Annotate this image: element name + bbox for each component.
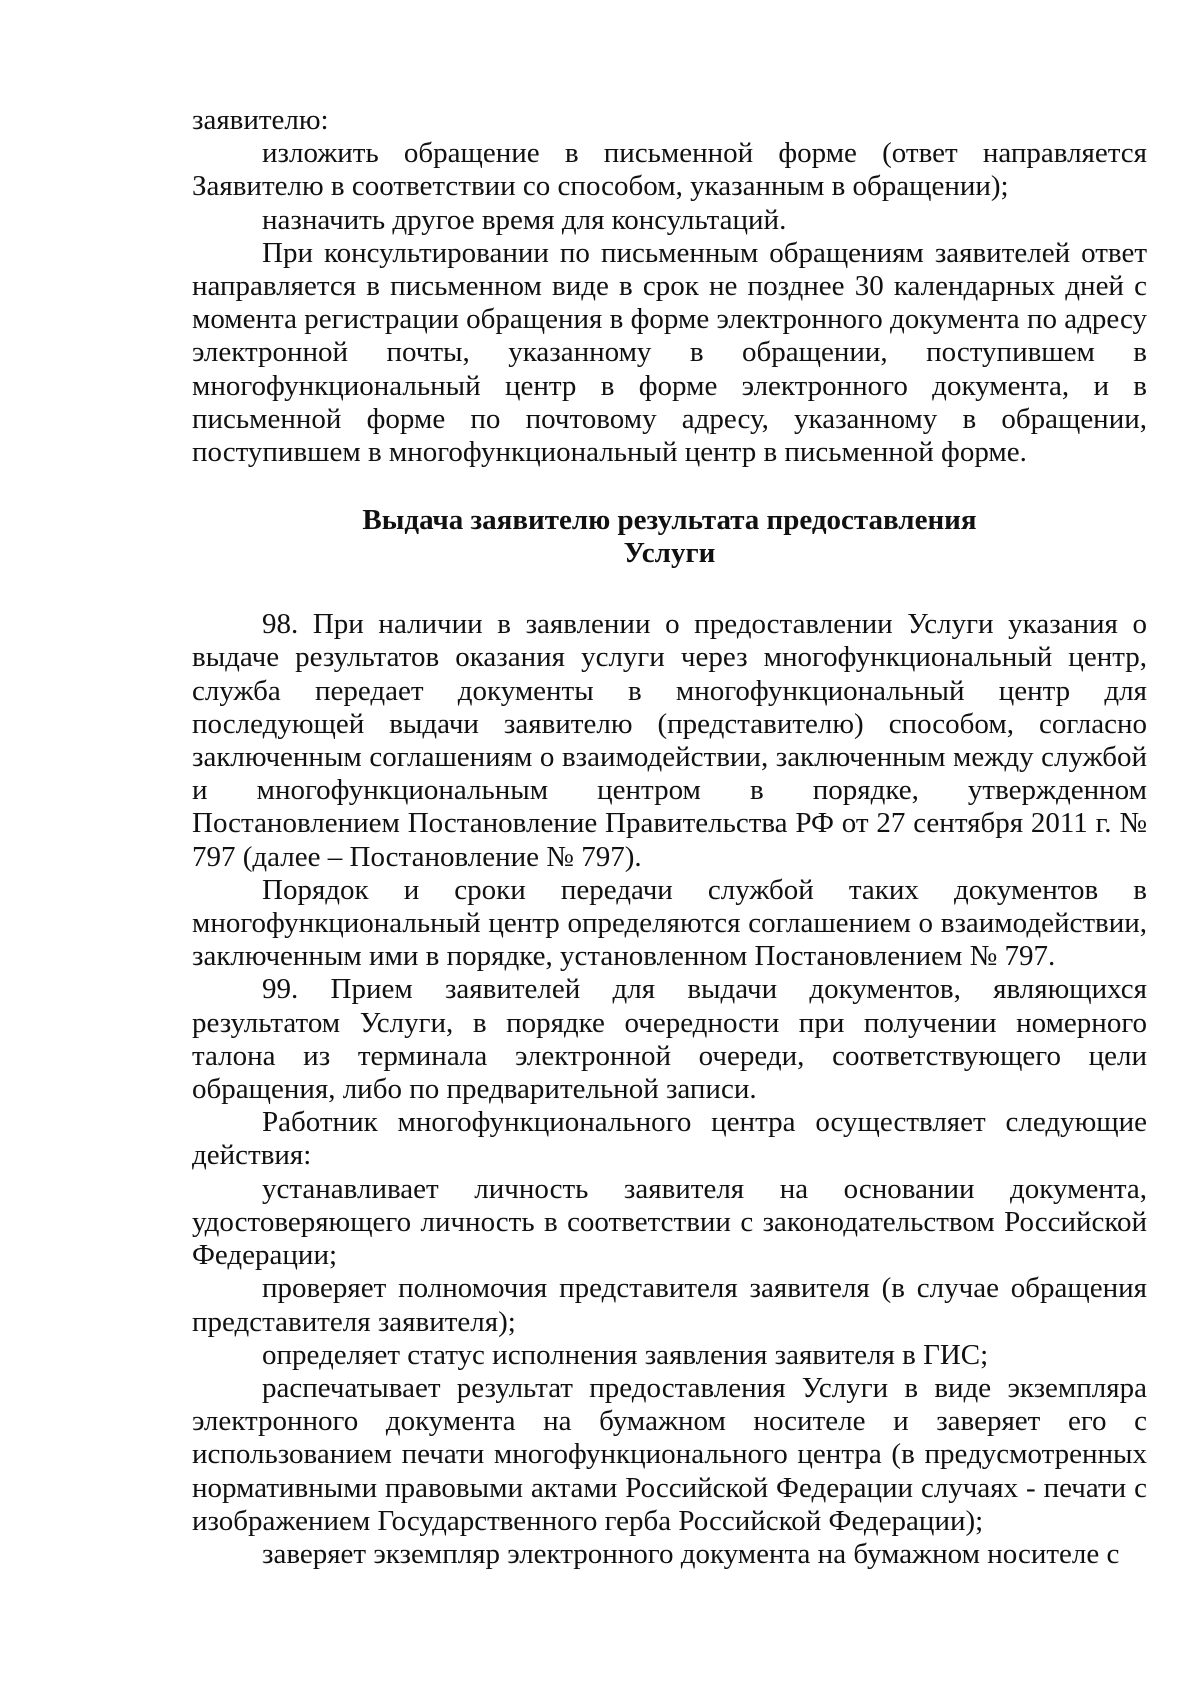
- paragraph-status: определяет статус исполнения заявления заявителя в ГИС;: [262, 1338, 989, 1371]
- paragraph-intro-4: При консультировании по письменным обращениям заявителей ответ направляется в письменном виде в срок не позднее 30 календарных дней с момента регистрации обращения в форме электронного документа по адресу электронной почты, указанному в обращении, поступившем в многофункциональный центр в форме электронного документа, и в письменной форме по почтовому адресу, указанному в обращении, поступившем в многофункциональный центр в письменной форме.: [192, 236, 1147, 469]
- paragraph-print-result: распечатывает результат предоставления Услуги в виде экземпляра электронного документа на бумажном носителе и заверяет его с использованием печати многофункционального центра (в предусмотренных нормативными правовыми актами Российской Федерации случаях - печати с изображением Государственного герба Российской Федерации);: [192, 1371, 1147, 1537]
- paragraph-transfer-order: Порядок и сроки передачи службой таких документов в многофункциональный центр определяются соглашением о взаимодействии, заключенным ими в порядке, установленном Постановлением № 797.: [192, 873, 1147, 973]
- paragraph-certify-copy: заверяет экземпляр электронного документа на бумажном носителе с: [262, 1537, 1120, 1570]
- document-content: [192, 104, 1147, 1571]
- paragraph-worker-actions: Работник многофункционального центра осуществляет следующие действия:: [192, 1106, 1147, 1172]
- paragraph-intro-2: изложить обращение в письменной форме (ответ направляется Заявителю в соответствии со способом, указанным в обращении);: [192, 137, 1147, 203]
- paragraph-98: 98. При наличии в заявлении о предоставлении Услуги указания о выдаче результатов оказания услуги через многофункциональный центр, служба передает документы в многофункциональный центр для последующей выдачи заявителю (представителю) способом, согласно заключенным соглашениям о взаимодействии, заключенным между службой и многофункциональным центром в порядке, утвержденном Постановлением Постановление Правительства РФ от 27 сентября 2011 г. № 797 (далее – Постановление № 797).: [192, 608, 1147, 873]
- paragraph-identify: устанавливает личность заявителя на основании документа, удостоверяющего личность в соответствии с законодательством Российской Федерации;: [192, 1172, 1147, 1272]
- section-heading: [192, 504, 1147, 570]
- section-heading-line-2: Услуги: [623, 537, 716, 570]
- paragraph-check-authority: проверяет полномочия представителя заявителя (в случае обращения представителя заявителя);: [192, 1272, 1147, 1338]
- paragraph-intro-3: назначить другое время для консультаций.: [262, 203, 787, 236]
- section-heading-line-1: Выдача заявителю результата предоставления: [362, 504, 977, 537]
- paragraph-99: 99. Прием заявителей для выдачи документов, являющихся результатом Услуги, в порядке очередности при получении номерного талона из терминала электронной очереди, соответствующего цели обращения, либо по предварительной записи.: [192, 973, 1147, 1106]
- paragraph-intro-1: заявителю:: [192, 104, 329, 136]
